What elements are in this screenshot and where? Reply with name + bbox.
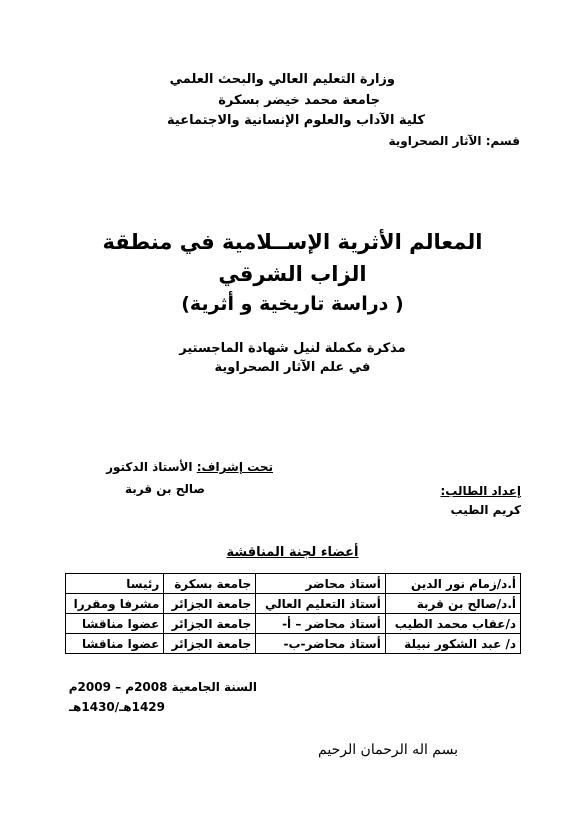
- table-row: [66, 594, 521, 614]
- faculty-name: كلية الآداب والعلوم الإنسانية والاجتماعية: [167, 113, 425, 128]
- thesis-subtitle-line-2: في علم الآثار الصحراوية: [214, 360, 371, 375]
- committee-member-name: أ.د/صالح بن قربة: [385, 594, 520, 614]
- committee-title: أعضاء لجنة المناقشة: [226, 545, 359, 560]
- academic-year-hijri: 1429هـ/1430هـ: [68, 700, 165, 714]
- university-name: جامعة محمد خيضر بسكرة: [218, 93, 380, 108]
- thesis-subtitle-line-1: مذكرة مكملة لنيل شهادة الماجستير: [179, 341, 406, 356]
- committee-member-university: جامعة بسكرة: [164, 574, 256, 594]
- committee-member-role: مشرفا ومقررا: [66, 594, 164, 614]
- committee-member-name: أ.د/زمام نور الدين: [385, 574, 520, 594]
- committee-member-university: جامعة الجزائر: [164, 634, 256, 654]
- thesis-title-line-3: ( دراسة تاريخية و أثرية): [181, 293, 404, 315]
- table-row: [66, 634, 521, 654]
- department-name: قسم: الآثار الصحراوية: [388, 134, 520, 148]
- table-row: [66, 574, 521, 594]
- ministry-name: وزارة التعليم العالي والبحث العلمي: [169, 72, 395, 87]
- supervisor-name: صالح بن قربة: [124, 482, 205, 496]
- student-name: كريم الطيب: [450, 503, 521, 517]
- committee-member-rank: أستاذ محاضر-ب-: [256, 634, 386, 654]
- supervision-label: تحت إشراف:: [196, 460, 273, 474]
- supervision-line: [106, 460, 273, 474]
- committee-member-university: جامعة الجزائر: [164, 594, 256, 614]
- committee-member-university: جامعة الجزائر: [164, 614, 256, 634]
- thesis-title-line-2: الزاب الشرقي: [218, 262, 367, 286]
- committee-member-rank: أستاذ التعليم العالي: [256, 594, 386, 614]
- committee-member-name: د/عقاب محمد الطيب: [385, 614, 520, 634]
- committee-member-role: عضوا مناقشا: [66, 634, 164, 654]
- student-label: إعداد الطالب:: [440, 484, 521, 498]
- committee-member-role: عضوا مناقشا: [66, 614, 164, 634]
- supervisor-title: الأستاذ الدكتور: [106, 460, 197, 474]
- basmala: بسم اله الرحمان الرحيم: [318, 742, 458, 758]
- committee-table: [65, 573, 521, 654]
- academic-year-gregorian: السنة الجامعية 2008م – 2009م: [68, 680, 257, 694]
- committee-member-rank: أستاذ محاضر – أ-: [256, 614, 386, 634]
- thesis-title-line-1: المعالم الأثرية الإســلامية في منطقة: [102, 230, 483, 254]
- committee-member-role: رئيسا: [66, 574, 164, 594]
- table-row: [66, 614, 521, 634]
- committee-member-name: د/ عبد الشكور نبيلة: [385, 634, 520, 654]
- committee-member-rank: أستاذ محاضر: [256, 574, 386, 594]
